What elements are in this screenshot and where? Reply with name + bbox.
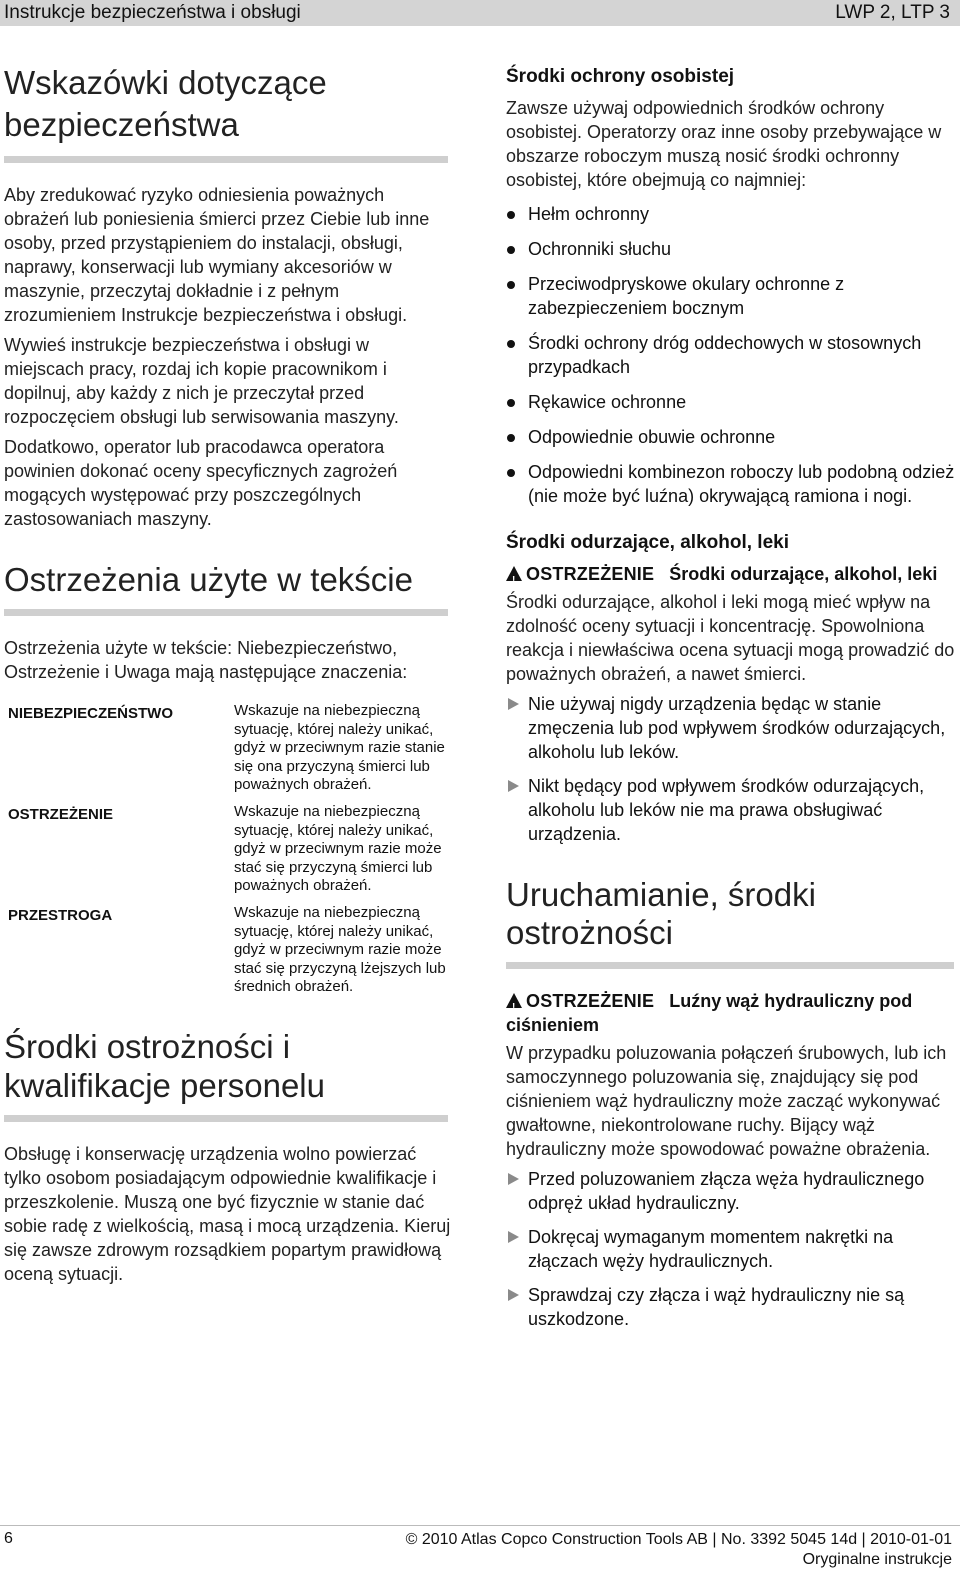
list-item	[506, 425, 956, 449]
list-item	[506, 331, 956, 379]
warning-label: OSTRZEŻENIE	[526, 991, 655, 1011]
list-item-text: Rękawice ochronne	[528, 392, 687, 412]
right-column	[506, 64, 956, 1341]
bullet-icon	[507, 469, 515, 477]
list-item-text: Ochronniki słuchu	[528, 239, 672, 259]
arrow-right-icon	[508, 1231, 519, 1243]
step-item	[506, 1167, 956, 1215]
paragraph: W przypadku poluzowania połączeń śrubowych, lub ich samoczynnego poluzowania się, znajdujący się pod ciśnieniem wąż hydrauliczny może zacząć wykonywać gwałtowne, niekontrolowane ruchy. Bijący wąż hydrauliczny może spowodować poważne obrażenia.	[506, 1043, 947, 1159]
bullet-icon	[507, 340, 515, 348]
original-instructions-text: Oryginalne instrukcje	[802, 1551, 952, 1568]
step-text: Nikt będący pod wpływem środków odurzających, alkoholu lub leków nie ma prawa obsługiwać urządzenia.	[528, 776, 925, 844]
page-header	[0, 0, 960, 26]
page-number: 6	[4, 1530, 13, 1547]
step-text: Dokręcaj wymaganym momentem nakrętki na złączach węży hydraulicznych.	[528, 1227, 894, 1271]
warning-triangle-icon: !	[506, 566, 522, 581]
definition-row	[4, 904, 452, 1005]
definition-row	[4, 803, 452, 904]
warning-definitions-table	[4, 702, 452, 1005]
definition-term: PRZESTROGA	[8, 906, 113, 924]
list-item-text: Odpowiednie obuwie ochronne	[528, 427, 776, 447]
hose-steps	[506, 1167, 956, 1331]
header-document-title: Instrukcje bezpieczeństwa i obsługi	[4, 2, 301, 23]
left-column	[4, 62, 452, 1292]
warning-heading	[506, 562, 956, 586]
arrow-right-icon	[508, 698, 519, 710]
arrow-right-icon	[508, 780, 519, 792]
paragraph: Środki odurzające, alkohol i leki mogą mieć wpływ na zdolność oceny sytuacji i koncentrację. Spowolniona reakcja i niewłaściwa ocena sytuacji mogą prowadzić do poważnych obrażeń, a nawet śmierci.	[506, 592, 955, 684]
list-item-text: Hełm ochronny	[528, 204, 650, 224]
step-item	[506, 692, 956, 764]
warning-heading	[506, 989, 956, 1037]
step-item	[506, 1225, 956, 1273]
warning-label: OSTRZEŻENIE	[526, 564, 655, 584]
section-title-safety-instructions: Wskazówki dotyczące bezpieczeństwa	[4, 64, 327, 143]
bullet-icon	[507, 281, 515, 289]
paragraph: Obsługę i konserwację urządzenia wolno powierzać tylko osobom posiadającym odpowiednie kwalifikacje i przeszkolenie. Muszą one być fizycznie w stanie dać sobie radę z wielkością, masą i mocą urządzenia. Kieruj się zawsze zdrowym rozsądkiem popartym prawidłową oceną sytuacji.	[4, 1143, 451, 1284]
list-item	[506, 390, 956, 414]
section-rule	[4, 1115, 448, 1122]
warning-title: Środki odurzające, alkohol, leki	[669, 564, 938, 584]
drugs-steps	[506, 692, 956, 846]
bullet-icon	[507, 246, 515, 254]
footer-rule	[0, 1525, 960, 1526]
step-text: Sprawdzaj czy złącza i wąż hydrauliczny nie są uszkodzone.	[528, 1285, 905, 1329]
arrow-right-icon	[508, 1173, 519, 1185]
subsection-title-ppe: Środki ochrony osobistej	[506, 66, 735, 87]
step-item	[506, 1283, 956, 1331]
paragraph: Dodatkowo, operator lub pracodawca operatora powinien dokonać oceny specyficznych zagrożeń mogących występować przy poszczególnych zastosowaniach maszyny.	[4, 437, 398, 529]
ppe-list	[506, 202, 956, 508]
copyright-text: © 2010 Atlas Copco Construction Tools AB | No. 3392 5045 14d | 2010-01-01	[405, 1531, 952, 1548]
footer-info	[406, 1530, 952, 1570]
definition-term: NIEBEZPIECZEŃSTWO	[8, 705, 174, 722]
header-model: LWP 2, LTP 3	[835, 2, 950, 23]
arrow-right-icon	[508, 1289, 519, 1301]
section-rule	[506, 962, 954, 969]
list-item-text: Odpowiedni kombinezon roboczy lub podobną odzież (nie może być luźna) okrywającą ramiona i nogi.	[528, 462, 955, 506]
bullet-icon	[507, 434, 515, 442]
list-item	[506, 460, 956, 508]
list-item	[506, 237, 956, 261]
list-item-text: Przeciwodpryskowe okulary ochronne z zabezpieczeniem bocznym	[528, 274, 845, 318]
bullet-icon	[507, 399, 515, 407]
definition-description: Wskazuje na niebezpieczną sytuację, której należy unikać, gdyż w przeciwnym razie stanie się ona przyczyną śmierci lub poważnych obrażeń.	[233, 702, 445, 794]
paragraph: Zawsze używaj odpowiednich środków ochrony osobistej. Operatorzy oraz inne osoby przebywające w obszarze roboczym muszą nosić środki ochronny osobistej, które obejmują co najmniej:	[506, 98, 942, 190]
warning-triangle-icon: !	[506, 993, 522, 1008]
subsection-title-drugs: Środki odurzające, alkohol, leki	[506, 532, 789, 553]
definition-description: Wskazuje na niebezpieczną sytuację, której należy unikać, gdyż w przeciwnym razie może stać się przyczyną śmierci lub poważnych obrażeń.	[233, 802, 442, 895]
list-item	[506, 202, 956, 226]
paragraph: Aby zredukować ryzyko odniesienia poważnych obrażeń lub poniesienia śmierci przez Ciebie lub inne osoby, przed przystąpieniem do instalacji, obsługi, naprawy, konserwacji lub wymiany akcesoriów w maszynie, przeczytaj dokładnie i z pełnym zrozumieniem Instrukcje bezpieczeństwa i obsługi.	[4, 185, 430, 325]
definition-term: OSTRZEŻENIE	[8, 805, 114, 823]
list-item-text: Środki ochrony dróg oddechowych w stosownych przypadkach	[528, 333, 922, 377]
section-rule	[4, 609, 448, 616]
list-item	[506, 272, 956, 320]
definition-description: Wskazuje na niebezpieczną sytuację, której należy unikać, gdyż w przeciwnym razie może stać się przyczyną lżejszych lub średnich obrażeń.	[233, 903, 446, 996]
paragraph: Wywieś instrukcje bezpieczeństwa i obsługi w miejscach pracy, rozdaj ich kopie pracownikom i dopilnuj, aby każdy z nich je przeczytał przed rozpoczęciem obsługi lub serwisowania maszyny.	[4, 335, 399, 427]
section-title-warnings: Ostrzeżenia użyte w tekście	[4, 561, 413, 598]
section-title-personnel: Środki ostrożności i kwalifikacje personelu	[4, 1027, 325, 1104]
definition-row	[4, 702, 452, 803]
section-title-startup: Uruchamianie, środki ostrożności	[506, 876, 816, 951]
bullet-icon	[507, 211, 515, 219]
step-item	[506, 774, 956, 846]
paragraph: Ostrzeżenia użyte w tekście: Niebezpieczeństwo, Ostrzeżenie i Uwaga mają następujące znaczenia:	[4, 638, 408, 682]
step-text: Nie używaj nigdy urządzenia będąc w stanie zmęczenia lub pod wpływem środków odurzających, alkoholu lub leków.	[528, 694, 946, 762]
section-rule	[4, 156, 448, 163]
step-text: Przed poluzowaniem złącza węża hydraulicznego odpręż układ hydrauliczny.	[528, 1169, 925, 1213]
warning-title: Luźny wąż hydrauliczny pod ciśnieniem	[506, 991, 913, 1035]
